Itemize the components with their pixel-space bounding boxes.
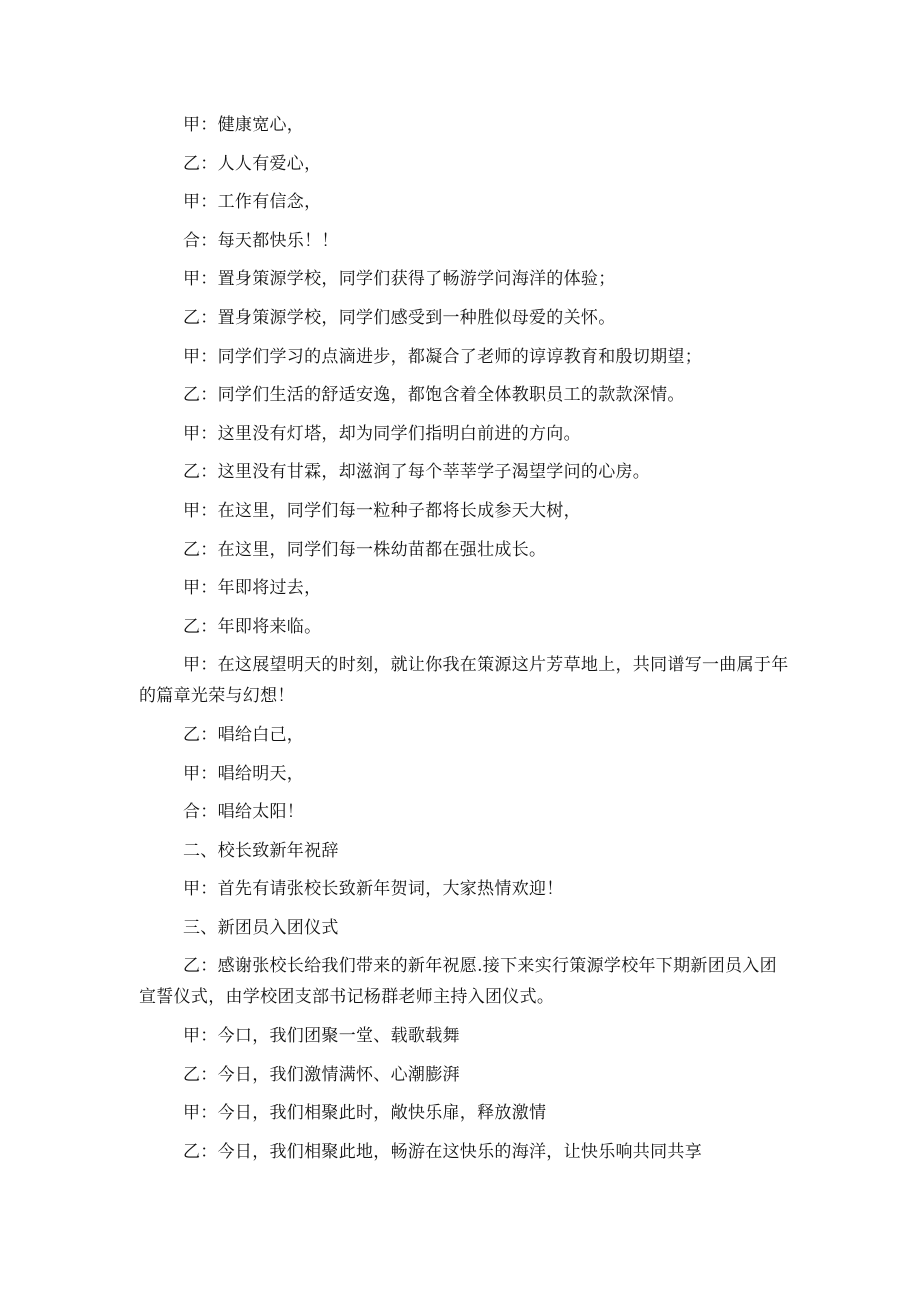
dialogue-line: 甲：同学们学习的点滴进步，都凝合了老师的谆谆教育和殷切期望； [183,346,702,367]
dialogue-paragraph: 甲：在这展望明天的时刻，就让你我在策源这片芳草地上，共同谱写一曲属于年的篇章光荣与幻想！ [139,655,789,707]
dialogue-line: 乙：在这里，同学们每一株幼苗都在强壮成长。 [183,539,547,560]
dialogue-line: 甲：今日，我们相聚此时，敞快乐扉，释放激情 [183,1103,547,1124]
dialogue-line: 乙：今日，我们激情满怀、心潮膨湃 [183,1064,460,1085]
dialogue-line: 合：每天都快乐！！ [183,230,339,251]
section-heading: 三、新团员入团仪式 [183,917,339,938]
dialogue-line: 合：唱给太阳！ [183,802,305,823]
dialogue-line: 乙：年即将来临。 [183,616,322,637]
section-heading: 二、校长致新年祝辞 [183,840,339,861]
dialogue-line: 甲：健康宽心， [183,115,305,135]
dialogue-line: 甲：置身策源学校，同学们获得了畅游学问海洋的体验； [183,269,616,290]
script-text [139,110,799,1175]
dialogue-line: 甲：工作有信念， [183,192,322,213]
dialogue-line: 乙：今日，我们相聚此地，畅游在这快乐的海洋，让快乐响共同共享 [183,1141,702,1162]
dialogue-paragraph: 乙：感谢张校长给我们带来的新年祝愿.接下来实行策源学校年下期新团员入团宣誓仪式，由学校团支部书记杨群老师主持入团仪式。 [139,956,777,1008]
dialogue-line: 甲：今口，我们团聚一堂、载歌载舞 [183,1026,460,1047]
dialogue-line: 甲：这里没有灯塔，却为同学们指明白前进的方向。 [183,423,581,444]
dialogue-line: 乙：人人有爱心， [183,153,322,174]
dialogue-line: 乙：置身策源学校，同学们感受到一种胜似母爱的关怀。 [183,307,616,328]
dialogue-line: 甲：在这里，同学们每一粒种子都将长成参天大树， [183,500,581,521]
dialogue-line: 甲：首先有请张校长致新年贺词，大家热情欢迎！ [183,879,564,900]
dialogue-line: 乙：同学们生活的舒适安逸，都饱含着全体教职员工的款款深情。 [183,385,685,406]
dialogue-line: 甲：年即将过去， [183,578,322,599]
dialogue-line: 乙：唱给白己， [183,724,305,745]
dialogue-line: 乙：这里没有甘霖，却滋润了每个莘莘学子渴望学问的心房。 [183,462,651,483]
dialogue-line: 甲：唱给明天， [183,763,305,784]
